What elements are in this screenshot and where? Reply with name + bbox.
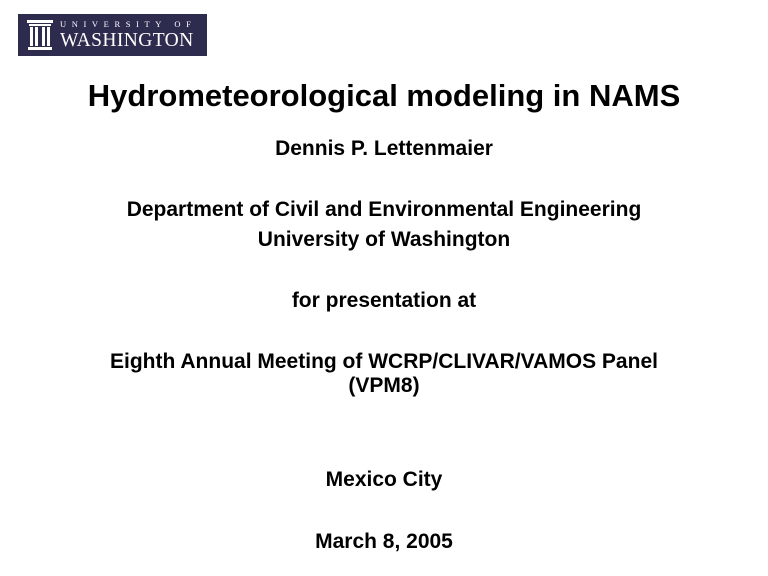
logo-bottom-text: WASHINGTON <box>60 30 194 51</box>
university: University of Washington <box>257 228 511 251</box>
slide-title: Hydrometeorological modeling in NAMS <box>87 78 681 113</box>
university-logo <box>18 14 207 56</box>
location: Mexico City <box>325 468 443 491</box>
columns-icon <box>26 18 54 52</box>
date: March 8, 2005 <box>315 530 453 553</box>
logo-top-text: UNIVERSITY OF <box>60 18 197 29</box>
meeting-code: (VPM8) <box>348 374 420 397</box>
department: Department of Civil and Environmental Engineering <box>126 198 642 221</box>
presentation-line: for presentation at <box>291 289 477 312</box>
author-name: Dennis P. Lettenmaier <box>275 137 493 160</box>
meeting-name: Eighth Annual Meeting of WCRP/CLIVAR/VAMOS Panel <box>110 350 658 373</box>
